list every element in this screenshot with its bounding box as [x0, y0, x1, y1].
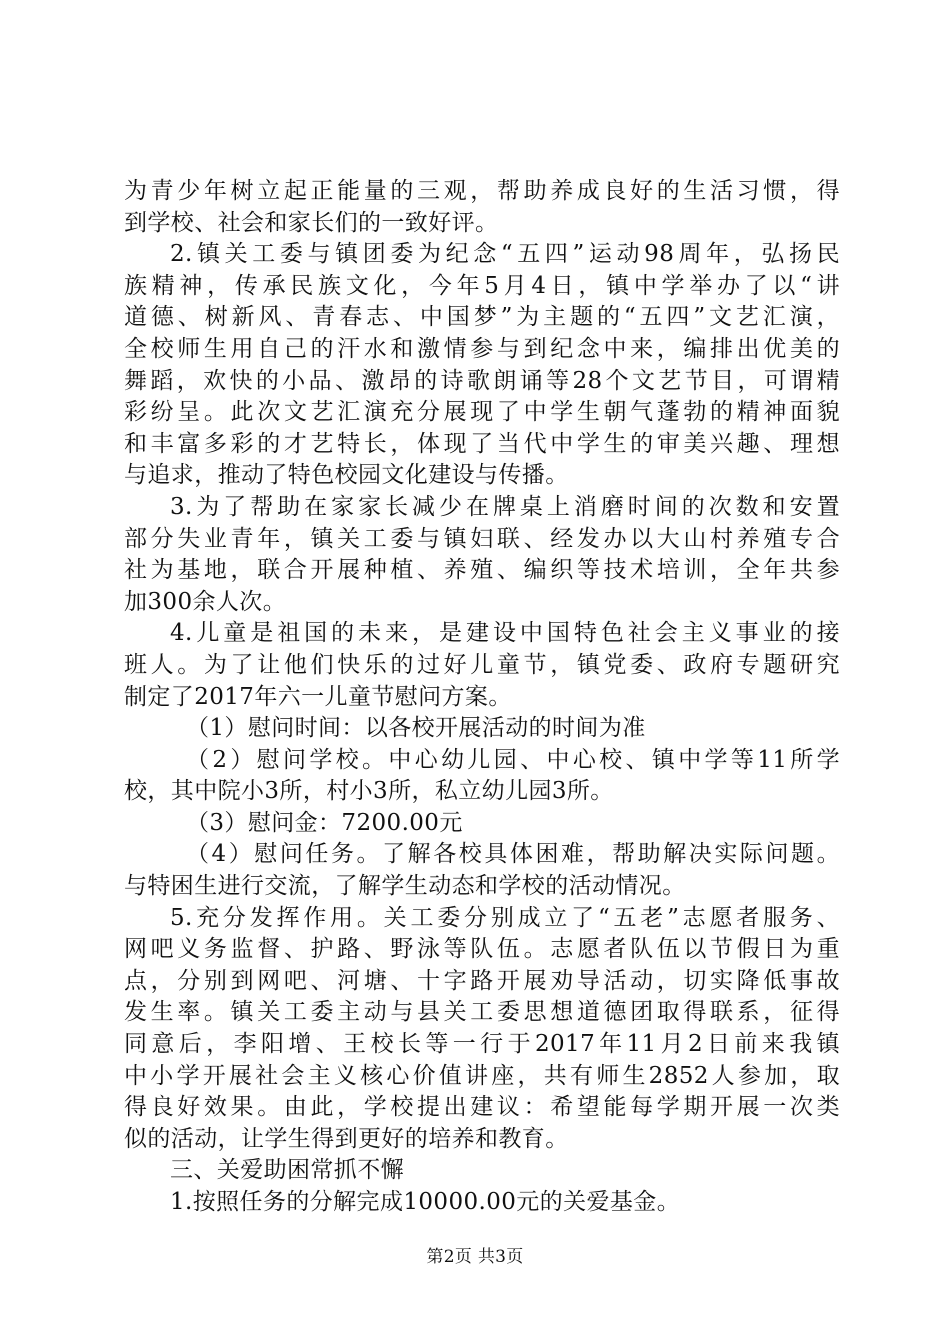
text-line: 班人。为了让他们快乐的过好儿童节，镇党委、政府专题研究 — [124, 651, 840, 678]
text-line: 族精神，传承民族文化，今年5月4日，镇中学举办了以“讲 — [124, 272, 840, 299]
body-text — [124, 176, 840, 1219]
text-line: 与特困生进行交流，了解学生动态和学校的活动情况。 — [124, 873, 686, 900]
text-line: （2）慰问学校。中心幼儿园、中心校、镇中学等11所学 — [186, 746, 840, 773]
text-line: （1）慰问时间：以各校开展活动的时间为准 — [186, 715, 646, 742]
text-line: 3.为了帮助在家家长减少在牌桌上消磨时间的次数和安置 — [170, 493, 840, 520]
text-line: 5.充分发挥作用。关工委分别成立了“五老”志愿者服务、 — [170, 904, 840, 931]
text-line: 到学校、社会和家长们的一致好评。 — [124, 209, 499, 236]
text-line: 加300余人次。 — [124, 588, 287, 615]
text-line: 中小学开展社会主义核心价值讲座，共有师生2852人参加，取 — [124, 1062, 840, 1089]
text-line: 网吧义务监督、护路、野泳等队伍。志愿者队伍以节假日为重 — [124, 936, 840, 963]
text-line: 彩纷呈。此次文艺汇演充分展现了中学生朝气蓬勃的精神面貌 — [124, 399, 840, 426]
text-line: 似的活动，让学生得到更好的培养和教育。 — [124, 1125, 569, 1152]
section-heading: 三、关爱助困常抓不懈 — [170, 1157, 404, 1184]
text-line: （3）慰问金：7200.00元 — [186, 809, 463, 836]
text-line: 舞蹈，欢快的小品、激昂的诗歌朗诵等28个文艺节目，可谓精 — [124, 367, 840, 394]
text-line: 全校师生用自己的汗水和激情参与到纪念中来，编排出优美的 — [124, 335, 840, 362]
text-line: 制定了2017年六一儿童节慰问方案。 — [124, 683, 512, 710]
text-line: 同意后，李阳增、王校长等一行于2017年11月2日前来我镇 — [124, 1031, 840, 1058]
text-line: 4.儿童是祖国的未来，是建设中国特色社会主义事业的接 — [170, 620, 840, 647]
text-line: （4）慰问任务。了解各校具体困难，帮助解决实际问题。 — [186, 841, 840, 868]
text-line: 校，其中院小3所，村小3所，私立幼儿园3所。 — [124, 778, 614, 805]
text-line: 为青少年树立起正能量的三观，帮助养成良好的生活习惯，得 — [124, 178, 840, 204]
text-line: 2.镇关工委与镇团委为纪念“五四”运动98周年，弘扬民 — [170, 241, 840, 268]
text-line: 和丰富多彩的才艺特长，体现了当代中学生的审美兴趣、理想 — [124, 430, 840, 457]
page-footer: 第2页 共3页 — [426, 1247, 524, 1267]
text-line: 点，分别到网吧、河塘、十字路开展劝导活动，切实降低事故 — [124, 967, 840, 994]
text-line: 与追求，推动了特色校园文化建设与传播。 — [124, 462, 569, 489]
text-line: 社为基地，联合开展种植、养殖、编织等技术培训，全年共参 — [124, 557, 840, 584]
text-line: 得良好效果。由此，学校提出建议：希望能每学期开展一次类 — [124, 1094, 840, 1121]
text-line: 部分失业青年，镇关工委与镇妇联、经发办以大山村养殖专合 — [124, 525, 840, 552]
text-line: 道德、树新风、青春志、中国梦”为主题的“五四”文艺汇演， — [124, 304, 840, 331]
text-line: 1.按照任务的分解完成10000.00元的关爱基金。 — [170, 1189, 681, 1215]
text-line: 发生率。镇关工委主动与县关工委思想道德团取得联系，征得 — [124, 999, 840, 1026]
